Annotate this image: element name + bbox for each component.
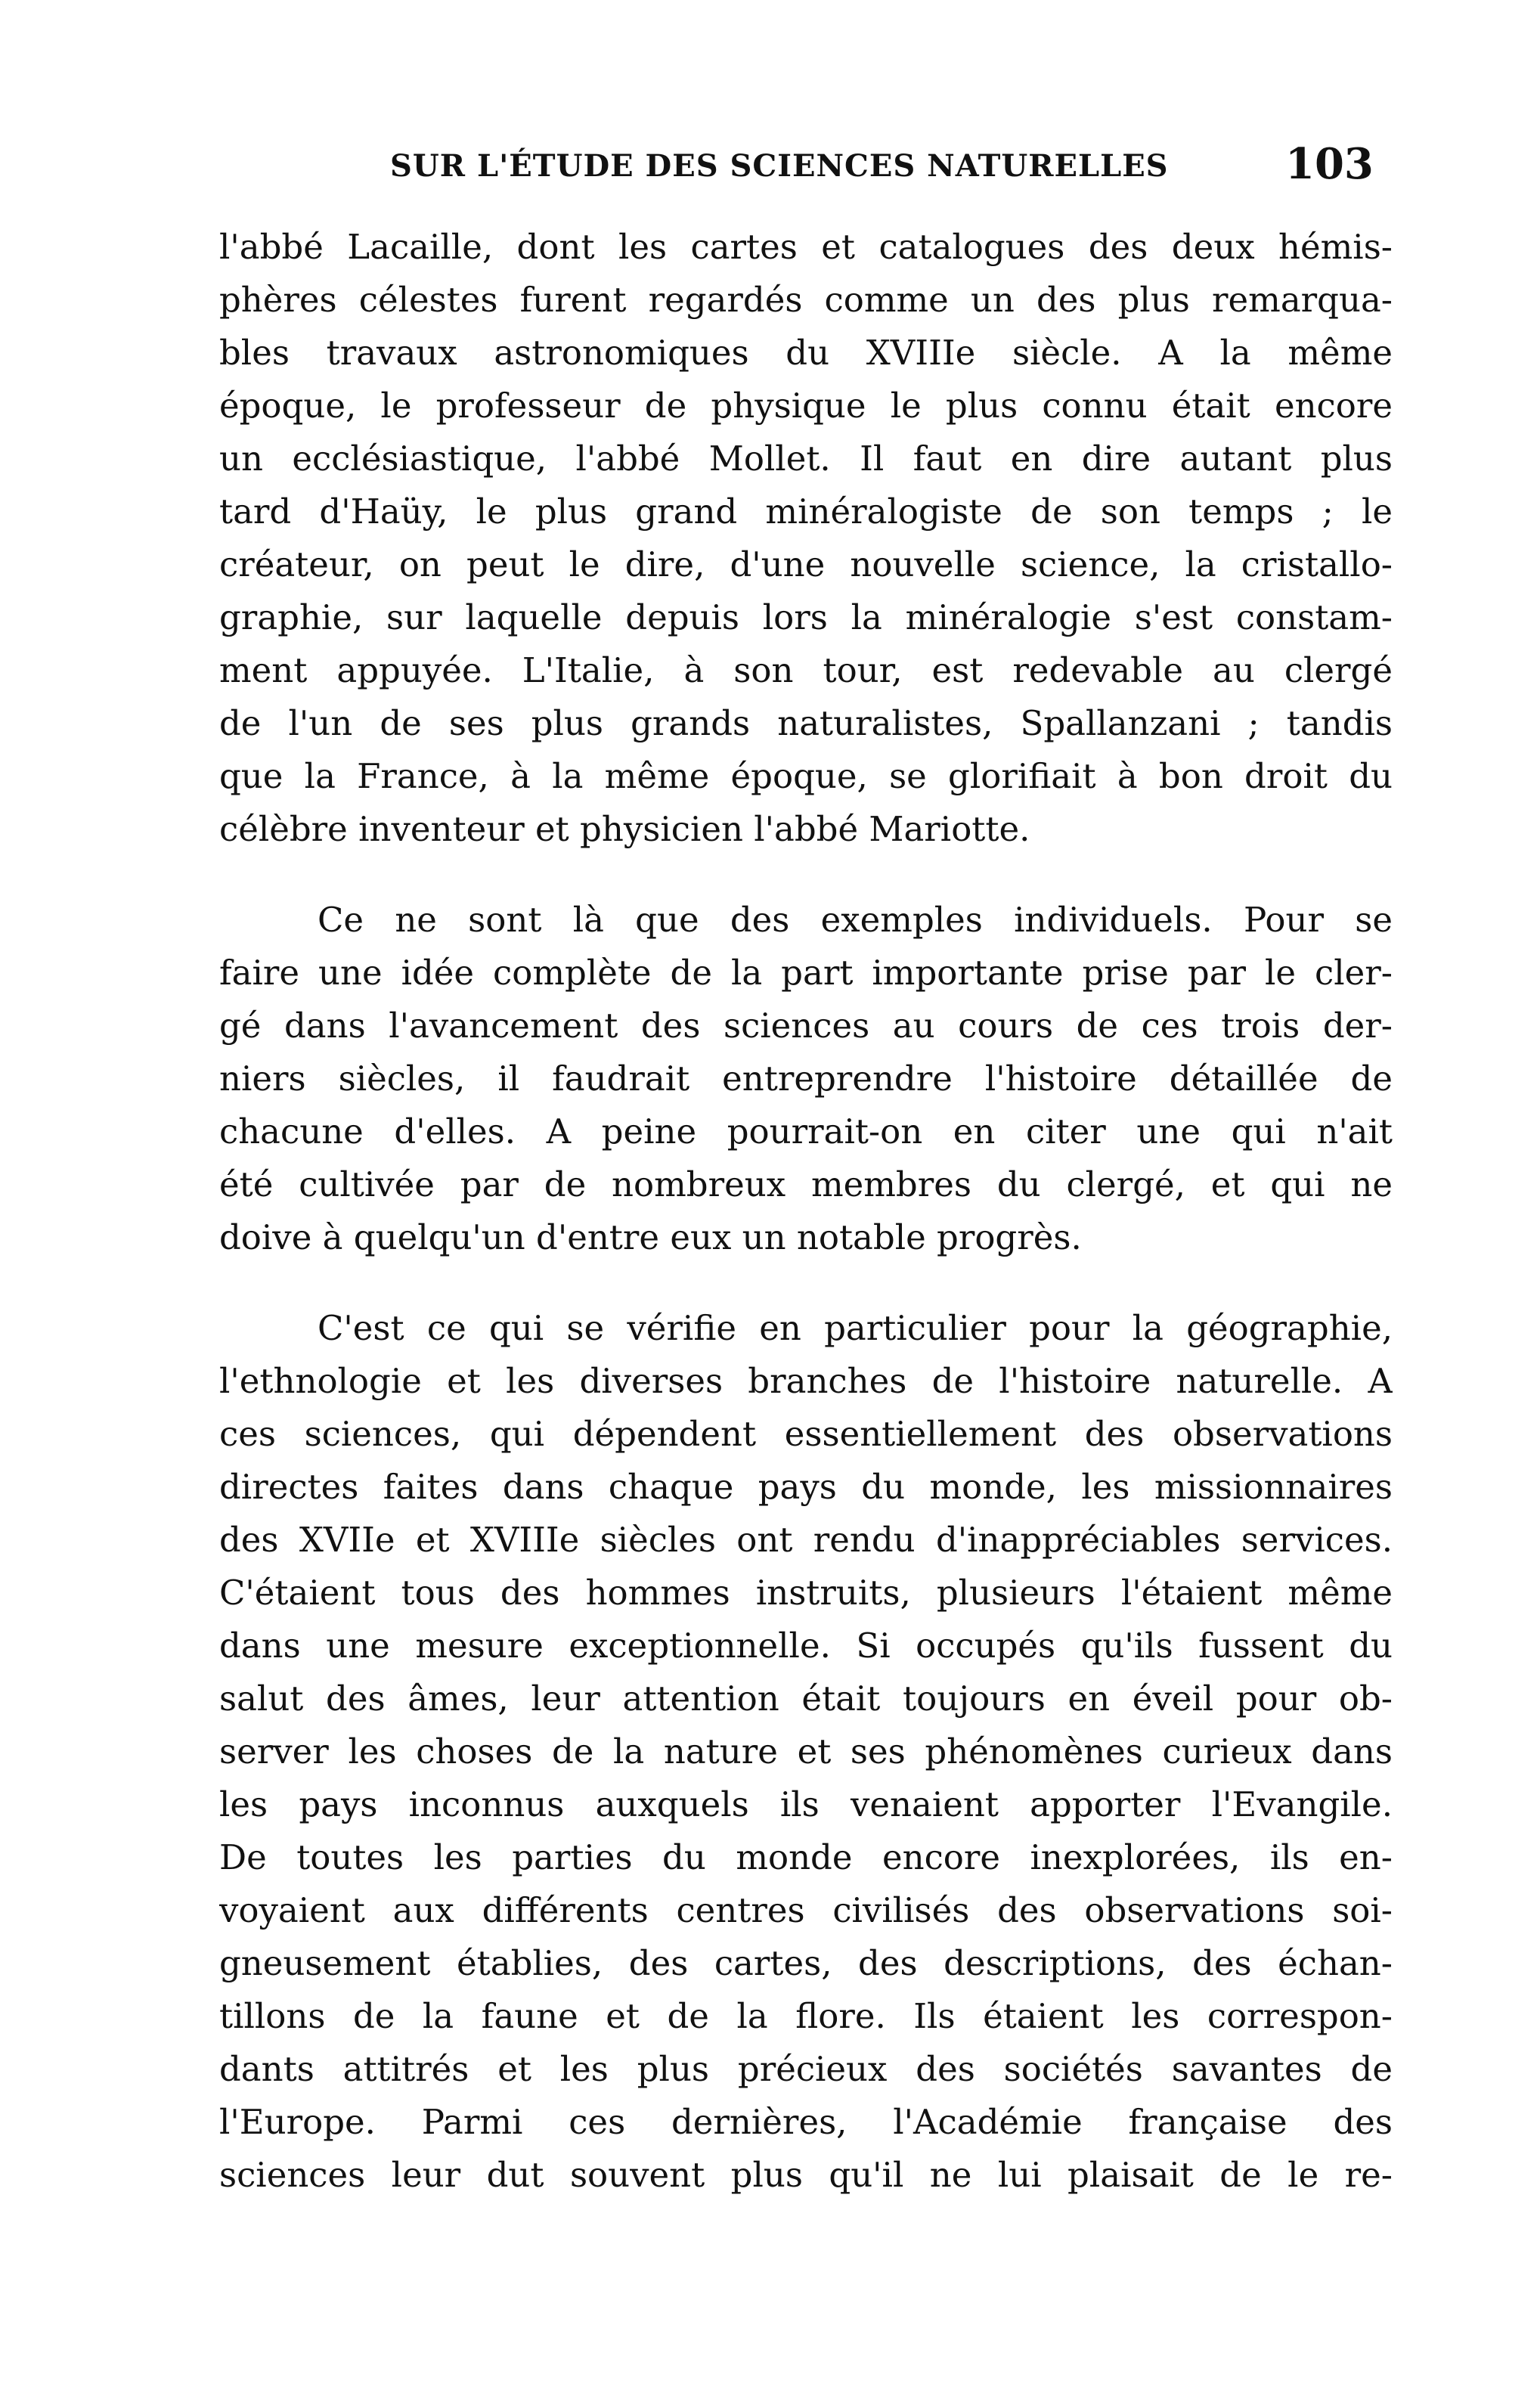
text-line: un ecclésiastique, l'abbé Mollet. Il faut en dire autant plus	[219, 439, 1393, 479]
text-line: doive à quelqu'un d'entre eux un notable progrès.	[219, 1217, 1082, 1257]
text-line: les pays inconnus auxquels ils venaient apporter l'Evangile.	[219, 1784, 1393, 1824]
paragraph-3	[219, 1302, 1393, 2202]
text-line: dants attitrés et les plus précieux des sociétés savantes de	[219, 2049, 1393, 2089]
paragraph-2	[219, 894, 1393, 1264]
text-line: dans une mesure exceptionnelle. Si occupés qu'ils fussent du	[219, 1626, 1393, 1666]
text-line: ces sciences, qui dépendent essentiellement des observations	[219, 1414, 1393, 1454]
text-line: tard d'Haüy, le plus grand minéralogiste de son temps ; le	[219, 491, 1393, 532]
body-text	[219, 221, 1393, 2202]
text-line: bles travaux astronomiques du XVIIIe siècle. A la même	[219, 333, 1393, 373]
text-line: niers siècles, il faudrait entreprendre l'histoire détaillée de	[219, 1059, 1393, 1099]
text-line: gé dans l'avancement des sciences au cours de ces trois der-	[219, 1006, 1393, 1046]
text-line: Ce ne sont là que des exemples individuels. Pour se	[318, 900, 1393, 940]
text-line: server les choses de la nature et ses phénomènes curieux dans	[219, 1731, 1393, 1772]
text-line: époque, le professeur de physique le plus connu était encore	[219, 386, 1393, 426]
text-line: l'abbé Lacaille, dont les cartes et catalogues des deux hémis-	[219, 227, 1393, 267]
text-line: des XVIIe et XVIIIe siècles ont rendu d'inappréciables services.	[219, 1520, 1393, 1560]
text-line: sciences leur dut souvent plus qu'il ne lui plaisait de le re-	[219, 2155, 1393, 2195]
running-head: SUR L'ÉTUDE DES SCIENCES NATURELLES	[390, 148, 1169, 184]
text-line: faire une idée complète de la part importante prise par le cler-	[219, 953, 1393, 993]
text-line: célèbre inventeur et physicien l'abbé Mariotte.	[219, 809, 1030, 849]
text-line: chacune d'elles. A peine pourrait-on en citer une qui n'ait	[219, 1111, 1393, 1152]
text-line: directes faites dans chaque pays du monde, les missionnaires	[219, 1467, 1393, 1507]
text-line: créateur, on peut le dire, d'une nouvelle science, la cristallo-	[219, 544, 1393, 584]
text-line: salut des âmes, leur attention était toujours en éveil pour ob-	[219, 1679, 1393, 1719]
text-line: que la France, à la même époque, se glorifiait à bon droit du	[219, 756, 1393, 796]
text-line: C'est ce qui se vérifie en particulier pour la géographie,	[318, 1308, 1393, 1348]
text-line: phères célestes furent regardés comme un des plus remarqua-	[219, 280, 1393, 320]
text-line: graphie, sur laquelle depuis lors la minéralogie s'est constam-	[219, 597, 1393, 637]
text-line: été cultivée par de nombreux membres du clergé, et qui ne	[219, 1164, 1393, 1204]
text-line: gneusement établies, des cartes, des descriptions, des échan-	[219, 1943, 1393, 1983]
page-number: 103	[1285, 139, 1374, 189]
paragraph-1	[219, 221, 1393, 856]
text-line: l'ethnologie et les diverses branches de l'histoire naturelle. A	[219, 1361, 1393, 1401]
text-line: tillons de la faune et de la flore. Ils étaient les correspon-	[219, 1996, 1393, 2036]
text-line: ment appuyée. L'Italie, à son tour, est redevable au clergé	[219, 650, 1393, 690]
text-line: C'étaient tous des hommes instruits, plusieurs l'étaient même	[219, 1573, 1393, 1613]
text-line: voyaient aux différents centres civilisés des observations soi-	[219, 1890, 1393, 1930]
text-line: de l'un de ses plus grands naturalistes, Spallanzani ; tandis	[219, 703, 1393, 743]
text-line: l'Europe. Parmi ces dernières, l'Académie française des	[219, 2102, 1393, 2142]
text-line: De toutes les parties du monde encore inexplorées, ils en-	[219, 1837, 1393, 1877]
